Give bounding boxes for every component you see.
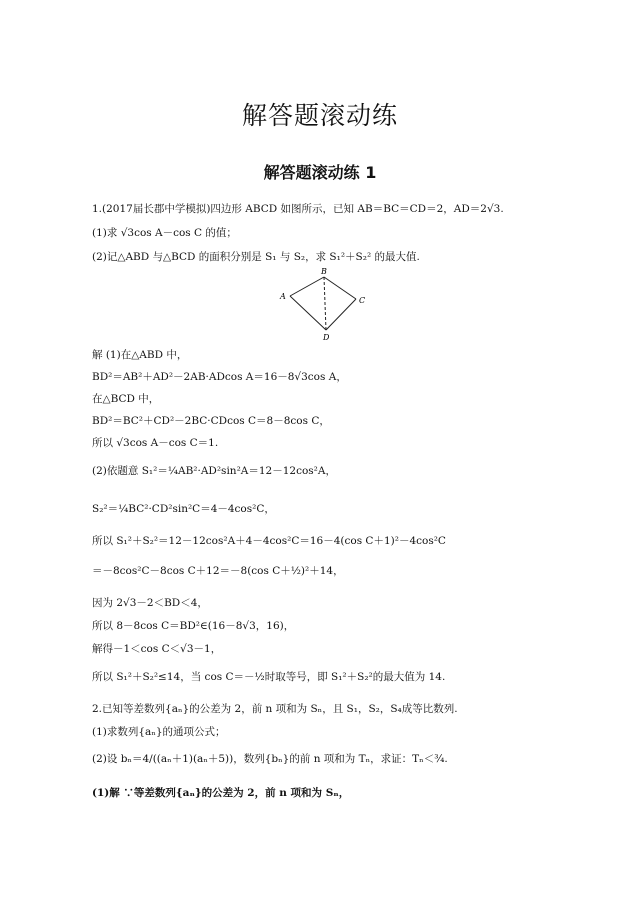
quadrilateral-figure bbox=[270, 266, 390, 346]
solution1-line6: (2)依题意 S₁²＝¼AB²·AD²sin²A＝12－12cos²A， bbox=[92, 465, 336, 477]
edge-cd bbox=[326, 299, 356, 330]
solution1-line10: 因为 2√3－2＜BD＜4， bbox=[92, 597, 208, 609]
page-title: 解答题滚动练 bbox=[241, 101, 398, 130]
solution1-line13: 所以 S₁²＋S₂²≤14，当 cos C＝－½时取等号，即 S₁²＋S₂²的最大值为 14. bbox=[92, 671, 446, 683]
edge-bc bbox=[324, 277, 356, 299]
problem1-stem: 1.(2017届长郡中学模拟)四边形 ABCD 如图所示，已知 AB＝BC＝CD＝2，AD＝2√3. bbox=[92, 203, 504, 215]
problem1-q2: (2)记△ABD 与△BCD 的面积分别是 S₁ 与 S₂，求 S₁²＋S₂² 的最大值. bbox=[92, 251, 420, 263]
solution1-line2: BD²＝AB²＋AD²－2AB·ADcos A＝16－8√3cos A， bbox=[92, 371, 347, 383]
label-c: C bbox=[359, 296, 366, 305]
label-d: D bbox=[323, 333, 330, 342]
solution1-line12: 解得－1＜cos C＜√3－1， bbox=[92, 643, 222, 655]
edge-da bbox=[290, 296, 326, 330]
solution1-line8: 所以 S₁²＋S₂²＝12－12cos²A＋4－4cos²C＝16－4(cos C＋1)²－4cos²C bbox=[92, 535, 446, 547]
problem2-q1: (1)求数列{aₙ}的通项公式； bbox=[92, 726, 226, 738]
solution1-line1: 解 (1)在△ABD 中， bbox=[92, 349, 188, 361]
problem2-stem: 2.已知等差数列{aₙ}的公差为 2，前 n 项和为 Sₙ，且 S₁，S₂，S₄成等比数列. bbox=[92, 703, 458, 715]
solution1-line3: 在△BCD 中， bbox=[92, 393, 160, 405]
problem2-solution-start: (1)解 ∵等差数列{aₙ}的公差为 2，前 n 项和为 Sₙ， bbox=[92, 787, 350, 799]
edge-ab bbox=[290, 277, 324, 296]
label-a: A bbox=[280, 292, 286, 301]
problem1-q1: (1)求 √3cos A－cos C 的值； bbox=[92, 227, 237, 239]
solution1-line4: BD²＝BC²＋CD²－2BC·CDcos C＝8－8cos C， bbox=[92, 415, 330, 427]
section-title: 解答题滚动练 1 bbox=[263, 163, 377, 182]
label-b: B bbox=[321, 267, 327, 276]
problem2-q2: (2)设 bₙ＝4/((aₙ＋1)(aₙ＋5))，数列{bₙ}的前 n 项和为 Tₙ，求证：Tₙ＜¾. bbox=[92, 753, 448, 765]
solution1-line9: ＝－8cos²C－8cos C＋12＝－8(cos C＋½)²＋14， bbox=[92, 565, 344, 577]
solution1-line7: S₂²＝¼BC²·CD²sin²C＝4－4cos²C， bbox=[92, 503, 275, 515]
solution1-line11: 所以 8－8cos C＝BD²∈(16－8√3，16)， bbox=[92, 620, 295, 632]
diagonal-bd bbox=[324, 277, 326, 330]
solution1-line5: 所以 √3cos A－cos C＝1. bbox=[92, 437, 219, 449]
